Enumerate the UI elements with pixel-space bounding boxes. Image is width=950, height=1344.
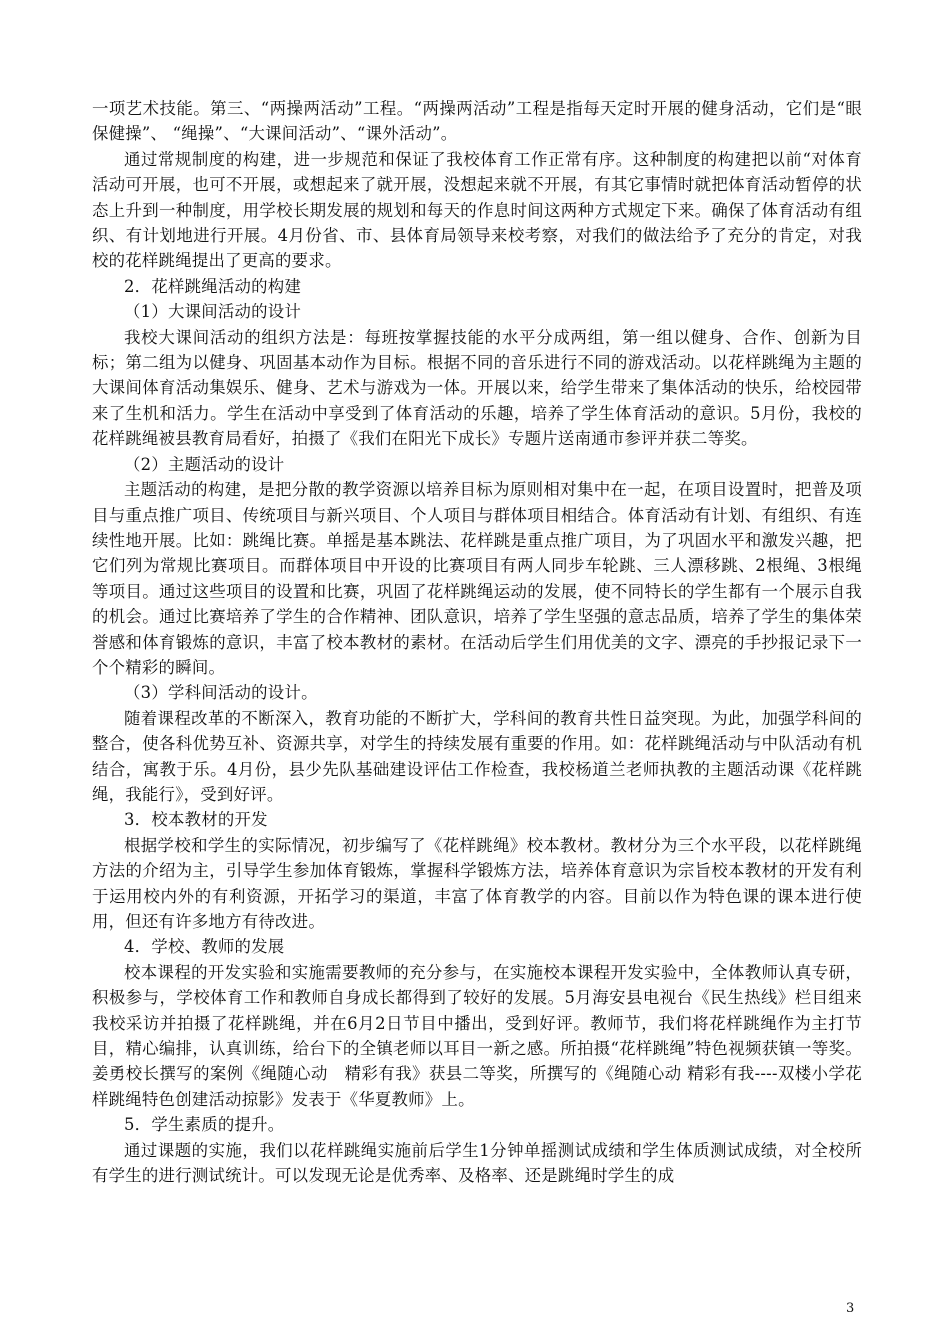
paragraph-routine-system: 通过常规制度的构建，进一步规范和保证了我校体育工作正常有序。这种制度的构建把以前“对体育活动可开展，也可不开展，或想起来了就开展，没想起来就不开展，有其它事情时就把体育活动暂停的状态上升到一种制度，用学校长期发展的规划和每天的作息时间这两种方式规定下来。确保了体育活动有组织、有计划地进行开展。4月份省、市、县体育局领导来校考察，对我们的做法给予了充分的肯定，对我校的花样跳绳提出了更高的要求。 xyxy=(92,149,862,271)
heading-section-5: 5．学生素质的提升。 xyxy=(124,1115,285,1135)
subheading-theme-activity: （2）主题活动的设计 xyxy=(124,454,285,474)
subheading-interdisciplinary: （3）学科间活动的设计。 xyxy=(124,683,318,703)
paragraph-theme-activity: 主题活动的构建，是把分散的教学资源以培养目标为原则相对集中在一起，在项目设置时，把普及项目与重点推广项目、传统项目与新兴项目、个人项目与群体项目相结合。体育活动有计划、有组织、有连续性地开展。比如：跳绳比赛。单摇是基本跳法、花样跳是重点推广项目，为了巩固水平和激发兴趣，把它们列为常规比赛项目。而群体项目中开设的比赛项目有两人同步车轮跳、三人漂移跳、2根绳、3根绳等项目。通过这些项目的设置和比赛，巩固了花样跳绳运动的发展，使不同特长的学生都有一个展示自我的机会。通过比赛培养了学生的合作精神、团队意识，培养了学生坚强的意志品质，培养了学生的集体荣誉感和体育锻炼的意识，丰富了校本教材的素材。在活动后学生们用优美的文字、漂亮的手抄报记录下一个个精彩的瞬间。 xyxy=(92,480,862,677)
body-text xyxy=(92,96,862,1188)
heading-section-4: 4．学校、教师的发展 xyxy=(124,937,285,957)
page-number: 3 xyxy=(846,1301,855,1316)
heading-section-2: 2．花样跳绳活动的构建 xyxy=(124,276,302,296)
paragraph-student-quality: 通过课题的实施，我们以花样跳绳实施前后学生1分钟单摇测试成绩和学生体质测试成绩，对全校所有学生的进行测试统计。可以发现无论是优秀率、及格率、还是跳绳时学生的成 xyxy=(92,1140,862,1186)
paragraph-continuation: 一项艺术技能。第三、“两操两活动”工程。“两操两活动”工程是指每天定时开展的健身活动，它们是“眼保健操”、 “绳操”、“大课间活动”、“课外活动”。 xyxy=(92,99,862,144)
paragraph-textbook: 根据学校和学生的实际情况，初步编写了《花样跳绳》校本教材。教材分为三个水平段，以花样跳绳方法的介绍为主，引导学生参加体育锻炼，掌握科学锻炼方法，培养体育意识为宗旨校本教材的开发有利于运用校内外的有利资源，开拓学习的渠道，丰富了体育教学的内容。目前以作为特色课的课本进行使用，但还有许多地方有待改进。 xyxy=(92,835,862,931)
paragraph-teacher-development: 校本课程的开发实验和实施需要教师的充分参与，在实施校本课程开发实验中，全体教师认真专研，积极参与，学校体育工作和教师自身成长都得到了较好的发展。5月海安县电视台《民生热线》栏目组来我校采访并拍摄了花样跳绳，并在6月2日节目中播出，受到好评。教师节，我们将花样跳绳作为主打节目，精心编排，认真训练，给台下的全镇老师以耳目一新之感。所拍摄“花样跳绳”特色视频获镇一等奖。姜勇校长撰写的案例《绳随心动 精彩有我》获县二等奖，所撰写的《绳随心动 精彩有我----双楼小学花样跳绳特色创建活动掠影》发表于《华夏教师》上。 xyxy=(92,962,862,1109)
subheading-break-activity: （1）大课间活动的设计 xyxy=(124,302,302,322)
heading-section-3: 3．校本教材的开发 xyxy=(124,810,268,830)
paragraph-interdisciplinary: 随着课程改革的不断深入，教育功能的不断扩大，学科间的教育共性日益突现。为此，加强学科间的整合，使各科优势互补、资源共享，对学生的持续发展有重要的作用。如：花样跳绳活动与中队活动有机结合，寓教于乐。4月份，县少先队基础建设评估工作检查，我校杨道兰老师执教的主题活动课《花样跳绳，我能行》，受到好评。 xyxy=(92,708,862,804)
paragraph-break-activity: 我校大课间活动的组织方法是：每班按掌握技能的水平分成两组，第一组以健身、合作、创新为目标；第二组为以健身、巩固基本动作为目标。根据不同的音乐进行不同的游戏活动。以花样跳绳为主题的大课间体育活动集娱乐、健身、艺术与游戏为一体。开展以来，给学生带来了集体活动的快乐，给校园带来了生机和活力。学生在活动中享受到了体育活动的乐趣，培养了学生体育活动的意识。5月份，我校的花样跳绳被县教育局看好，拍摄了《我们在阳光下成长》专题片送南通市参评并获二等奖。 xyxy=(92,327,862,449)
